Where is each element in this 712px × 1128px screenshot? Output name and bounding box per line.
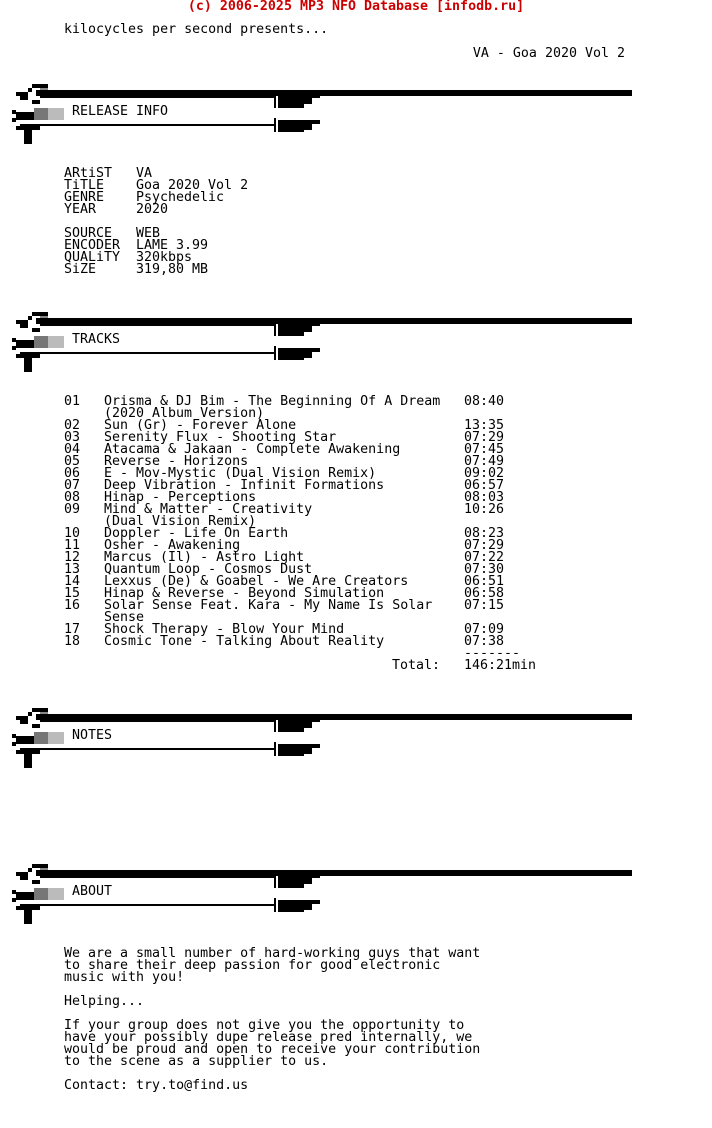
info-key: ENCODER <box>64 238 121 253</box>
section-title: RELEASE INFO <box>72 104 169 119</box>
info-value: Psychedelic <box>136 190 225 205</box>
track-number: 14 <box>64 574 81 589</box>
track-number: 07 <box>64 478 81 493</box>
track-duration: 08:40 <box>464 394 505 409</box>
info-row <box>0 168 712 180</box>
total-rule: ------- <box>464 646 521 661</box>
track-title: Marcus (Il) - Astro Light <box>104 550 305 565</box>
info-value: 320kbps <box>136 250 193 265</box>
info-value: VA <box>136 166 153 181</box>
track-title: E - Mov-Mystic (Dual Vision Remix) <box>104 466 377 481</box>
info-row <box>0 264 712 276</box>
track-number: 18 <box>64 634 81 649</box>
track-title: Reverse - Horizons <box>104 454 249 469</box>
credit-line: (c) 2006-2025 MP3 NFO Database [infodb.ru] <box>187 0 525 14</box>
track-title: Hinap & Reverse - Beyond Simulation <box>104 586 385 601</box>
intro-text: kilocycles per second presents... <box>64 22 329 37</box>
track-duration: 07:49 <box>464 454 505 469</box>
track-title: (2020 Album Version) <box>104 406 265 421</box>
track-duration: 07:29 <box>464 430 505 445</box>
track-title: (Dual Vision Remix) <box>104 514 257 529</box>
track-title: Deep Vibration - Infinit Formations <box>104 478 385 493</box>
track-number: 03 <box>64 430 81 445</box>
track-duration: 08:03 <box>464 490 505 505</box>
total-row <box>0 660 712 672</box>
track-title: Solar Sense Feat. Kara - My Name Is Solar <box>104 598 433 613</box>
section-banner-about <box>0 864 712 928</box>
about-line: We are a small number of hard-working guys that want <box>64 946 481 961</box>
section-banner-tracks <box>0 312 712 376</box>
track-title: Orisma & DJ Bim - The Beginning Of A Dream <box>104 394 441 409</box>
info-key: SOURCE <box>64 226 113 241</box>
about-line: to share their deep passion for good electronic <box>64 958 441 973</box>
track-row <box>0 636 712 648</box>
track-number: 09 <box>64 502 81 517</box>
track-title: Serenity Flux - Shooting Star <box>104 430 337 445</box>
track-duration: 06:51 <box>464 574 505 589</box>
track-duration: 13:35 <box>464 418 505 433</box>
track-row <box>0 396 712 420</box>
section-banner-release-info <box>0 84 712 148</box>
total-rule-row <box>0 648 712 660</box>
about-line: music with you! <box>64 970 185 985</box>
track-title: Mind & Matter - Creativity <box>104 502 313 517</box>
track-title: Doppler - Life On Earth <box>104 526 289 541</box>
track-title: Quantum Loop - Cosmos Dust <box>104 562 313 577</box>
track-row <box>0 600 712 624</box>
track-duration: 07:29 <box>464 538 505 553</box>
track-duration: 07:09 <box>464 622 505 637</box>
info-key: SiZE <box>64 262 97 277</box>
track-duration: 10:26 <box>464 502 505 517</box>
info-key: ARtiST <box>64 166 113 181</box>
track-number: 17 <box>64 622 81 637</box>
track-duration: 07:45 <box>464 442 505 457</box>
info-value: 319,80 MB <box>136 262 209 277</box>
track-number: 01 <box>64 394 81 409</box>
info-value: LAME 3.99 <box>136 238 209 253</box>
about-line: to the scene as a supplier to us. <box>64 1054 329 1069</box>
info-key: YEAR <box>64 202 97 217</box>
track-number: 10 <box>64 526 81 541</box>
track-title: Sun (Gr) - Forever Alone <box>104 418 297 433</box>
section-title: TRACKS <box>72 332 121 347</box>
track-number: 13 <box>64 562 81 577</box>
track-duration: 09:02 <box>464 466 505 481</box>
track-duration: 06:58 <box>464 586 505 601</box>
track-title: Hinap - Perceptions <box>104 490 257 505</box>
info-value: Goa 2020 Vol 2 <box>136 178 249 193</box>
about-line: have your possibly dupe release pred internally, we <box>64 1030 473 1045</box>
track-duration: 07:30 <box>464 562 505 577</box>
track-title: Shock Therapy - Blow Your Mind <box>104 622 345 637</box>
track-number: 06 <box>64 466 81 481</box>
track-title: Cosmic Tone - Talking About Reality <box>104 634 385 649</box>
track-duration: 07:22 <box>464 550 505 565</box>
section-banner-notes <box>0 708 712 772</box>
info-row <box>0 204 712 216</box>
track-row <box>0 504 712 528</box>
total-time: 146:21min <box>464 658 537 673</box>
track-number: 15 <box>64 586 81 601</box>
release-title: VA - Goa 2020 Vol 2 <box>472 46 625 61</box>
track-title: Sense <box>104 610 145 625</box>
info-row <box>0 252 712 264</box>
track-duration: 06:57 <box>464 478 505 493</box>
track-duration: 08:23 <box>464 526 505 541</box>
info-key: GENRE <box>64 190 105 205</box>
track-number: 04 <box>64 442 81 457</box>
about-line: Contact: try.to@find.us <box>64 1078 249 1093</box>
track-number: 11 <box>64 538 81 553</box>
track-duration: 07:15 <box>464 598 505 613</box>
about-line: would be proud and open to receive your contribution <box>64 1042 481 1057</box>
total-label: Total: <box>392 658 441 673</box>
track-title: Osher - Awakening <box>104 538 241 553</box>
info-key: TiTLE <box>64 178 105 193</box>
info-row <box>0 180 712 192</box>
section-title: NOTES <box>72 728 113 743</box>
track-title: Lexxus (De) & Goabel - We Are Creators <box>104 574 409 589</box>
track-number: 16 <box>64 598 81 613</box>
track-number: 08 <box>64 490 81 505</box>
track-duration: 07:38 <box>464 634 505 649</box>
info-value: WEB <box>136 226 161 241</box>
track-number: 05 <box>64 454 81 469</box>
about-line: If your group does not give you the opportunity to <box>64 1018 465 1033</box>
info-row <box>0 192 712 204</box>
about-line: Helping... <box>64 994 145 1009</box>
track-title: Atacama & Jakaan - Complete Awakening <box>104 442 401 457</box>
track-number: 02 <box>64 418 81 433</box>
section-title: ABOUT <box>72 884 113 899</box>
track-number: 12 <box>64 550 81 565</box>
info-key: QUALiTY <box>64 250 121 265</box>
info-value: 2020 <box>136 202 169 217</box>
